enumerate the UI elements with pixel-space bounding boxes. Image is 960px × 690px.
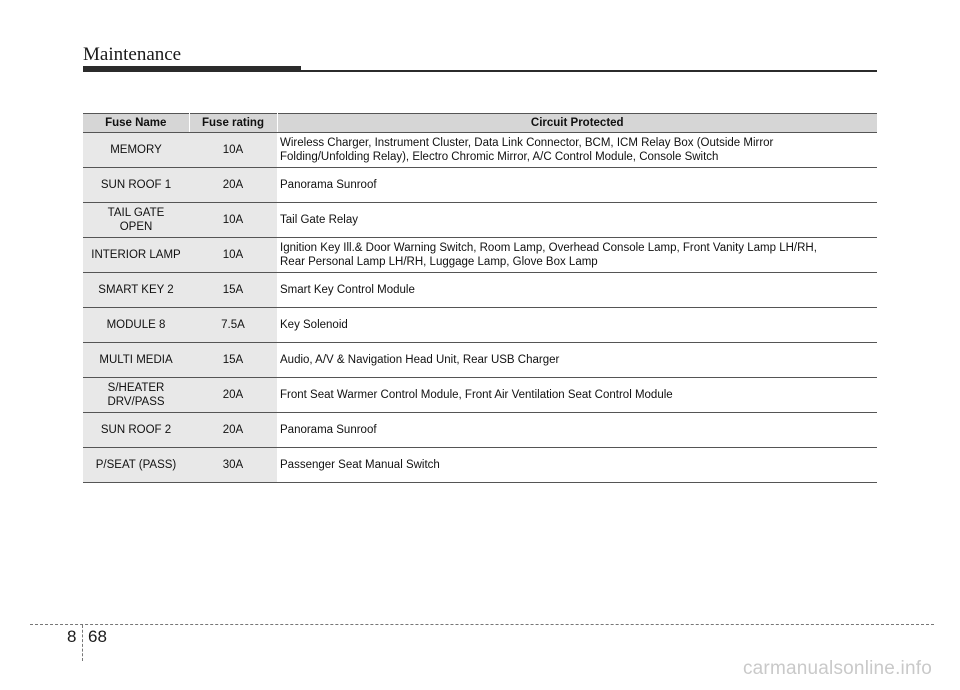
circuit-protected-cell-line: Folding/Unfolding Relay), Electro Chromic Mirror, A/C Control Module, Console Switch bbox=[280, 151, 719, 163]
table-row bbox=[83, 343, 877, 378]
circuit-protected-cell-line: Tail Gate Relay bbox=[280, 214, 358, 226]
watermark: carmanualsonline.info bbox=[742, 658, 932, 679]
table-row bbox=[83, 133, 877, 168]
footer-vertical-divider bbox=[82, 625, 83, 661]
fuse-name-cell-line: SMART KEY 2 bbox=[98, 284, 174, 296]
table-row bbox=[83, 308, 877, 343]
circuit-protected-cell-line: Wireless Charger, Instrument Cluster, Data Link Connector, BCM, ICM Relay Box (Outside Mirror bbox=[280, 137, 774, 149]
circuit-protected-cell bbox=[277, 413, 877, 448]
circuit-protected-cell bbox=[277, 203, 877, 238]
fuse-name-cell-line: SUN ROOF 2 bbox=[100, 424, 172, 436]
fuse-name-cell bbox=[83, 448, 189, 483]
fuse-rating-cell: 10A bbox=[189, 238, 277, 273]
fuse-name-cell bbox=[83, 203, 189, 238]
fuse-name-cell-line: DRV/PASS bbox=[107, 396, 165, 408]
fuse-name-cell-line: P/SEAT (PASS) bbox=[95, 459, 177, 471]
fuse-name-cell-line: S/HEATER bbox=[107, 382, 165, 394]
page-number: 68 bbox=[88, 627, 107, 646]
circuit-protected-cell-line: Audio, A/V & Navigation Head Unit, Rear USB Charger bbox=[280, 354, 560, 366]
fuse-rating-cell: 7.5A bbox=[189, 308, 277, 343]
fuse-rating-cell: 20A bbox=[189, 168, 277, 203]
fuse-name-cell bbox=[83, 413, 189, 448]
fuse-name-cell-line: SUN ROOF 1 bbox=[100, 179, 172, 191]
fuse-name-cell bbox=[83, 238, 189, 273]
circuit-protected-cell bbox=[277, 273, 877, 308]
fuse-name-cell-line: TAIL GATE bbox=[107, 207, 165, 219]
fuse-table bbox=[83, 113, 877, 483]
fuse-name-cell bbox=[83, 133, 189, 168]
circuit-protected-cell bbox=[277, 238, 877, 273]
fuse-name-cell-line: INTERIOR LAMP bbox=[91, 249, 181, 261]
fuse-rating-cell: 10A bbox=[189, 203, 277, 238]
circuit-protected-cell-line: Front Seat Warmer Control Module, Front Air Ventilation Seat Control Module bbox=[280, 389, 673, 401]
table-header-row bbox=[83, 114, 877, 133]
circuit-protected-cell-line: Rear Personal Lamp LH/RH, Luggage Lamp, Glove Box Lamp bbox=[280, 256, 598, 268]
fuse-rating-cell: 15A bbox=[189, 273, 277, 308]
circuit-protected-cell bbox=[277, 308, 877, 343]
page-title: Maintenance bbox=[83, 44, 182, 65]
table-row bbox=[83, 203, 877, 238]
header-rule-thin bbox=[301, 70, 877, 72]
circuit-protected-cell bbox=[277, 448, 877, 483]
circuit-protected-cell bbox=[277, 168, 877, 203]
fuse-name-cell-line: MEMORY bbox=[110, 144, 162, 156]
circuit-protected-cell-line: Ignition Key Ill.& Door Warning Switch, Room Lamp, Overhead Console Lamp, Front Vanity Lamp LH/RH, bbox=[280, 242, 817, 254]
fuse-name-cell bbox=[83, 378, 189, 413]
fuse-name-cell bbox=[83, 168, 189, 203]
fuse-name-cell bbox=[83, 308, 189, 343]
section-number: 8 bbox=[67, 627, 77, 646]
fuse-rating-cell: 20A bbox=[189, 378, 277, 413]
circuit-protected-cell-line: Key Solenoid bbox=[280, 319, 348, 331]
fuse-name-cell bbox=[83, 273, 189, 308]
fuse-rating-cell: 10A bbox=[189, 133, 277, 168]
fuse-name-cell-line: MODULE 8 bbox=[106, 319, 166, 331]
fuse-rating-cell: 20A bbox=[189, 413, 277, 448]
table-row bbox=[83, 273, 877, 308]
column-header-fuse-name: Fuse Name bbox=[83, 114, 189, 133]
footer-divider bbox=[30, 624, 934, 625]
header-rule-thick bbox=[83, 66, 301, 72]
circuit-protected-cell bbox=[277, 378, 877, 413]
table-row bbox=[83, 238, 877, 273]
fuse-name-cell-line: MULTI MEDIA bbox=[99, 354, 173, 366]
circuit-protected-cell-line: Smart Key Control Module bbox=[280, 284, 415, 296]
circuit-protected-cell-line: Panorama Sunroof bbox=[280, 179, 377, 191]
fuse-name-cell bbox=[83, 343, 189, 378]
circuit-protected-cell bbox=[277, 343, 877, 378]
fuse-rating-cell: 15A bbox=[189, 343, 277, 378]
circuit-protected-cell-line: Passenger Seat Manual Switch bbox=[280, 459, 440, 471]
column-header-circuit-protected: Circuit Protected bbox=[277, 114, 877, 133]
table-row bbox=[83, 448, 877, 483]
fuse-name-cell-line: OPEN bbox=[119, 221, 153, 233]
column-header-fuse-rating: Fuse rating bbox=[189, 114, 277, 133]
fuse-rating-cell: 30A bbox=[189, 448, 277, 483]
table-row bbox=[83, 168, 877, 203]
circuit-protected-cell bbox=[277, 133, 877, 168]
circuit-protected-cell-line: Panorama Sunroof bbox=[280, 424, 377, 436]
table-row bbox=[83, 413, 877, 448]
table-row bbox=[83, 378, 877, 413]
fuse-table-body bbox=[83, 133, 877, 483]
